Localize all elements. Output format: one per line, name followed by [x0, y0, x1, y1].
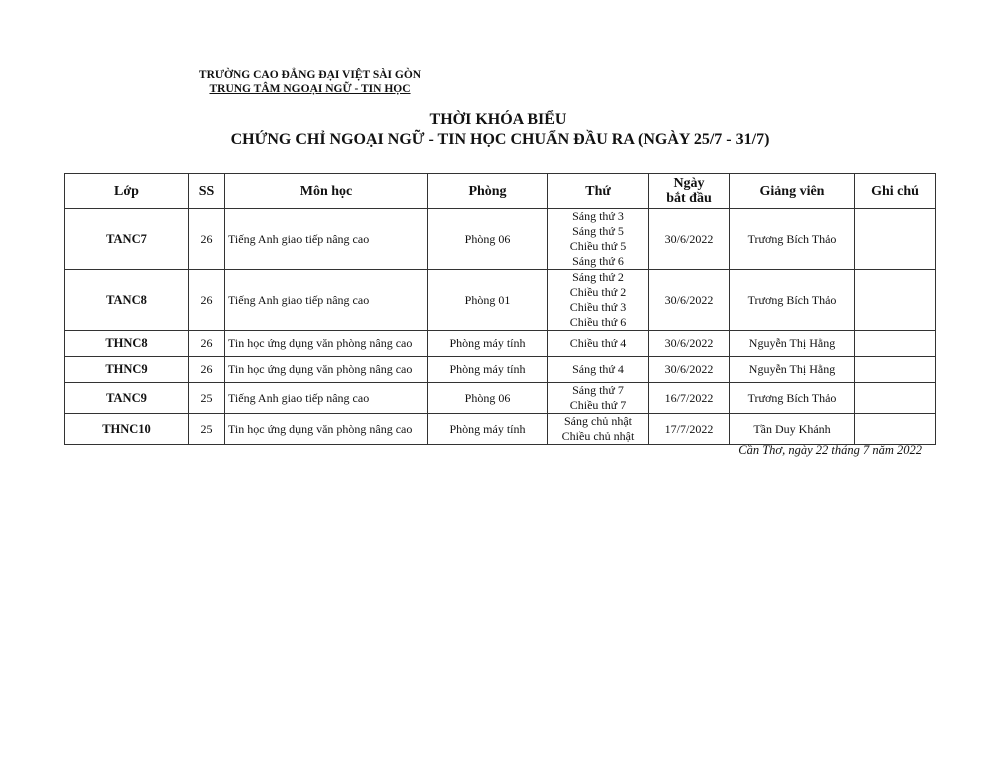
cell-mon-hoc: Tiếng Anh giao tiếp nâng cao — [225, 270, 428, 331]
col-header-ngay-line2: bắt đầu — [666, 191, 712, 206]
table-header-row — [65, 174, 936, 209]
cell-ngay-bat-dau: 30/6/2022 — [649, 357, 730, 383]
cell-lop: TANC9 — [65, 383, 189, 414]
thu-entry: Chiều thứ 4 — [569, 336, 627, 350]
cell-ss: 26 — [189, 270, 225, 331]
cell-ghi-chu — [855, 270, 936, 331]
cell-lop: THNC8 — [65, 331, 189, 357]
cell-thu — [548, 383, 649, 414]
cell-ghi-chu — [855, 209, 936, 270]
cell-lop: TANC7 — [65, 209, 189, 270]
thu-entry: Sáng thứ 5 — [572, 224, 624, 238]
cell-ss: 25 — [189, 414, 225, 445]
cell-phong: Phòng máy tính — [428, 414, 548, 445]
thu-entry: Sáng thứ 7 — [572, 383, 624, 397]
cell-phong: Phòng 06 — [428, 383, 548, 414]
col-header-mon-hoc: Môn học — [225, 174, 428, 209]
thu-entry: Sáng chủ nhật — [564, 414, 632, 428]
cell-mon-hoc: Tiếng Anh giao tiếp nâng cao — [225, 383, 428, 414]
cell-mon-hoc: Tin học ứng dụng văn phòng nâng cao — [225, 414, 428, 445]
cell-ngay-bat-dau: 30/6/2022 — [649, 270, 730, 331]
place-date-signature: Cần Thơ, ngày 22 tháng 7 năm 2022 — [738, 443, 922, 457]
cell-thu — [548, 209, 649, 270]
col-header-giang-vien: Giảng viên — [730, 174, 855, 209]
col-header-thu: Thứ — [548, 174, 649, 209]
cell-thu — [548, 357, 649, 383]
cell-ghi-chu — [855, 331, 936, 357]
cell-lop: THNC9 — [65, 357, 189, 383]
col-header-ngay-line1: Ngày — [673, 176, 705, 191]
cell-ghi-chu — [855, 383, 936, 414]
thu-entry: Chiều thứ 2 — [569, 285, 627, 299]
cell-giang-vien: Trương Bích Thảo — [730, 209, 855, 270]
cell-phong: Phòng 06 — [428, 209, 548, 270]
cell-ngay-bat-dau: 16/7/2022 — [649, 383, 730, 414]
cell-giang-vien: Trương Bích Thảo — [730, 383, 855, 414]
cell-thu — [548, 331, 649, 357]
thu-entry: Sáng thứ 3 — [572, 209, 624, 223]
cell-ghi-chu — [855, 414, 936, 445]
center-name: TRUNG TÂM NGOẠI NGỮ - TIN HỌC — [209, 83, 411, 95]
cell-ngay-bat-dau: 30/6/2022 — [649, 331, 730, 357]
cell-mon-hoc: Tiếng Anh giao tiếp nâng cao — [225, 209, 428, 270]
table-row — [65, 270, 936, 331]
thu-entry: Sáng thứ 4 — [572, 362, 624, 376]
cell-phong: Phòng máy tính — [428, 331, 548, 357]
table-row — [65, 209, 936, 270]
cell-ngay-bat-dau: 30/6/2022 — [649, 209, 730, 270]
cell-thu — [548, 270, 649, 331]
cell-ss: 26 — [189, 209, 225, 270]
cell-phong: Phòng 01 — [428, 270, 548, 331]
thu-entry: Chiều thứ 5 — [569, 239, 627, 253]
table-row — [65, 383, 936, 414]
org-name: TRƯỜNG CAO ĐẲNG ĐẠI VIỆT SÀI GÒN — [198, 69, 422, 81]
thu-entry: Chiều thứ 7 — [569, 398, 627, 412]
cell-lop: TANC8 — [65, 270, 189, 331]
thu-entry: Sáng thứ 2 — [572, 270, 624, 284]
col-header-lop: Lớp — [65, 174, 189, 209]
document-title: THỜI KHÓA BIỂU — [429, 111, 567, 128]
cell-ss: 26 — [189, 331, 225, 357]
col-header-ss: SS — [189, 174, 225, 209]
schedule-table — [64, 173, 936, 445]
cell-mon-hoc: Tin học ứng dụng văn phòng nâng cao — [225, 357, 428, 383]
thu-entry: Sáng thứ 6 — [572, 254, 624, 268]
table-row — [65, 357, 936, 383]
cell-ghi-chu — [855, 357, 936, 383]
cell-giang-vien: Nguyễn Thị Hằng — [730, 357, 855, 383]
table-row — [65, 414, 936, 445]
col-header-ngay-bat-dau — [649, 174, 730, 209]
col-header-phong: Phòng — [428, 174, 548, 209]
cell-giang-vien: Tần Duy Khánh — [730, 414, 855, 445]
cell-ss: 25 — [189, 383, 225, 414]
col-header-ghi-chu: Ghi chú — [855, 174, 936, 209]
cell-ngay-bat-dau: 17/7/2022 — [649, 414, 730, 445]
cell-thu — [548, 414, 649, 445]
cell-lop: THNC10 — [65, 414, 189, 445]
thu-entry: Chiều thứ 6 — [569, 315, 627, 329]
cell-giang-vien: Trương Bích Thảo — [730, 270, 855, 331]
cell-mon-hoc: Tin học ứng dụng văn phòng nâng cao — [225, 331, 428, 357]
cell-phong: Phòng máy tính — [428, 357, 548, 383]
thu-entry: Chiều chủ nhật — [561, 429, 635, 443]
document-subtitle: CHỨNG CHỈ NGOẠI NGỮ - TIN HỌC CHUẨN ĐẦU RA (NGÀY 25/7 - 31/7) — [230, 131, 770, 148]
cell-ss: 26 — [189, 357, 225, 383]
thu-entry: Chiều thứ 3 — [569, 300, 627, 314]
cell-giang-vien: Nguyễn Thị Hằng — [730, 331, 855, 357]
table-row — [65, 331, 936, 357]
